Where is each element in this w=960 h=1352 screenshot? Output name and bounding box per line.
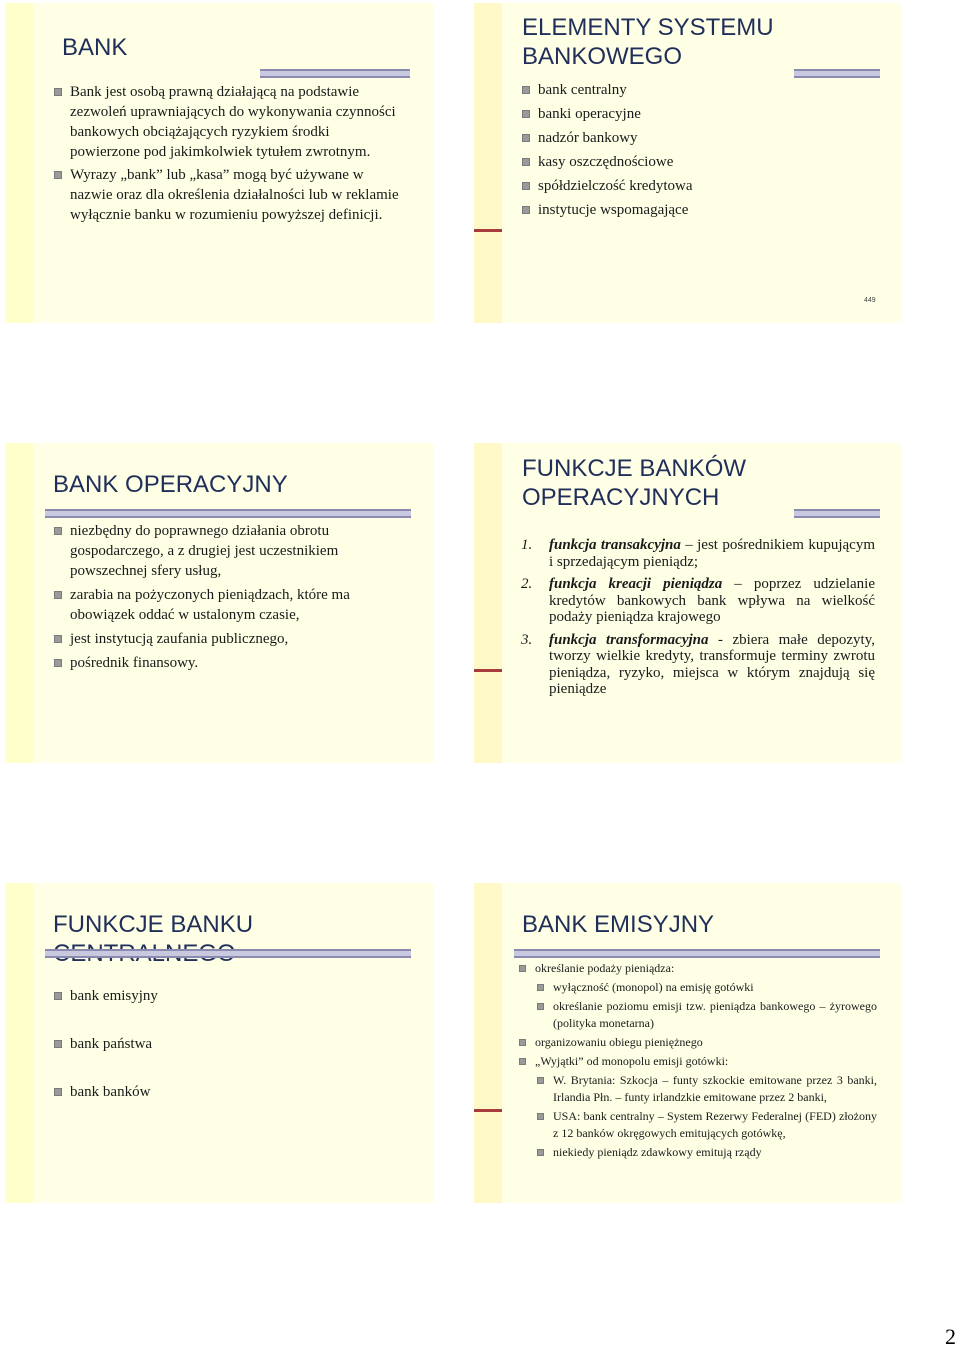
slide-bank-emisyjny (474, 883, 902, 1203)
list-item: zarabia na pożyczonych pieniądzach, które ma obowiązek oddać w ustalonym czasie, (54, 585, 399, 625)
list-item: W. Brytania: Szkocja – funty szkockie emitowane przez 3 banki, Irlandia Płn. – funty irlandzkie emitowane przez 2 banki, (537, 1072, 877, 1106)
bullet-icon (522, 182, 530, 190)
list-item: określanie poziomu emisji tzw. pieniądza bankowego – żyrowego (polityka monetarna) (537, 998, 877, 1032)
title-rule (794, 69, 880, 78)
slide-sidebar (474, 3, 502, 323)
numbered-list (521, 537, 875, 704)
slide-title: FUNKCJE BANKÓW OPERACYJNYCH (522, 455, 747, 511)
bullet-icon (522, 110, 530, 118)
list-item: wyłączność (monopol) na emisję gotówki (537, 979, 877, 996)
list-item: jest instytucją zaufania publicznego, (54, 629, 399, 649)
title-rule (514, 949, 880, 958)
list-item: spółdzielczość kredytowa (522, 176, 882, 196)
slide-bank-operacyjny (5, 443, 433, 763)
list-item: kasy oszczędnościowe (522, 152, 882, 172)
bullet-icon (54, 1088, 62, 1096)
slide-sidebar (5, 3, 33, 323)
bullet-icon (54, 659, 62, 667)
bullet-icon (54, 591, 62, 599)
slide-title: BANK OPERACYJNY (53, 471, 288, 498)
slide-title: BANK EMISYJNY (522, 911, 715, 938)
list-item: niekiedy pieniądz zdawkowy emitują rządy (537, 1144, 877, 1161)
bullet-icon (537, 1077, 544, 1084)
slide-marker (474, 229, 502, 232)
list-item: instytucje wspomagające (522, 200, 882, 220)
bullet-icon (519, 1058, 526, 1065)
slide-elementy (474, 3, 902, 323)
slide-title: BANK (62, 34, 128, 61)
slide-title: FUNKCJE BANKU (53, 911, 254, 938)
list-item: bank banków (54, 1082, 399, 1102)
bullet-list (54, 986, 399, 1102)
list-item: bank państwa (54, 1034, 399, 1054)
bullet-icon (537, 1003, 544, 1010)
slide-funkcje-bankow (474, 443, 902, 763)
bullet-icon (537, 1113, 544, 1120)
list-item: banki operacyjne (522, 104, 882, 124)
title-rule (45, 509, 411, 518)
title-rule (45, 949, 411, 958)
bullet-icon (519, 1039, 526, 1046)
slide-funkcje-banku-centralnego (5, 883, 433, 1203)
bullet-list (54, 82, 399, 225)
list-item: Wyrazy „bank” lub „kasa” mogą być używane w nazwie oraz dla określenia działalności lub w reklamie wyłącznie banku w rozumieniu powyższej definicji. (54, 165, 399, 225)
list-item: organizowaniu obiegu pieniężnego (519, 1034, 877, 1051)
list-item: niezbędny do poprawnego działania obrotu gospodarczego, a z drugiej jest uczestnikiem powszechnej sfery usług, (54, 521, 399, 581)
slide-bank (5, 3, 433, 323)
list-item: pośrednik finansowy. (54, 653, 399, 673)
slide-sidebar (5, 883, 33, 1203)
slide-sidebar (474, 443, 502, 763)
title-rule (260, 69, 410, 78)
bullet-icon (54, 171, 62, 179)
list-item: nadzór bankowy (522, 128, 882, 148)
list-item: Bank jest osobą prawną działającą na podstawie zezwoleń uprawniających do wykonywania czynności bankowych obciążających ryzykiem środki powierzone pod jakimkolwiek tytułem zwrotnym. (54, 82, 399, 162)
slide-number: 449 (864, 297, 876, 304)
bullet-icon (522, 86, 530, 94)
bullet-icon (522, 134, 530, 142)
list-item: określanie podaży pieniądza: (519, 960, 877, 977)
bullet-icon (537, 1149, 544, 1156)
bullet-list (522, 80, 882, 220)
list-item: 3. funkcja transformacyjna - zbiera małe depozyty, tworzy wielkie kredyty, transformuje terminy zwrotu pieniądza, ryzyko, miejsca w którym znajdują się pieniądze (521, 631, 876, 697)
list-item: 2. funkcja kreacji pieniądza – poprzez udzielanie kredytów bankowych bank wpływa na wielkość podaży pieniądza krajowego (521, 576, 875, 625)
slide-marker (474, 1109, 502, 1112)
bullet-icon (54, 88, 62, 96)
bullet-icon (537, 984, 544, 991)
slide-sidebar (474, 883, 502, 1203)
page-number: 2 (945, 1324, 956, 1349)
bullet-icon (519, 965, 526, 972)
bullet-icon (54, 1040, 62, 1048)
list-item: bank emisyjny (54, 986, 399, 1006)
bullet-icon (54, 992, 62, 1000)
list-item: bank centralny (522, 80, 882, 100)
bullet-icon (522, 206, 530, 214)
slide-marker (474, 669, 502, 672)
bullet-list (519, 960, 877, 1161)
bullet-list (54, 521, 399, 673)
title-rule (794, 509, 880, 518)
list-item: „Wyjątki” od monopolu emisji gotówki: (519, 1053, 877, 1070)
list-item: 1. funkcja transakcyjna – jest pośrednikiem kupującym i sprzedającym pieniądz; (521, 537, 875, 570)
bullet-icon (54, 635, 62, 643)
slide-sidebar (5, 443, 33, 763)
bullet-icon (522, 158, 530, 166)
bullet-icon (54, 527, 62, 535)
list-item: USA: bank centralny – System Rezerwy Federalnej (FED) złożony z 12 banków okręgowych emitujących gotówkę, (537, 1108, 877, 1142)
slide-title: ELEMENTY SYSTEMU BANKOWEGO (522, 14, 774, 70)
